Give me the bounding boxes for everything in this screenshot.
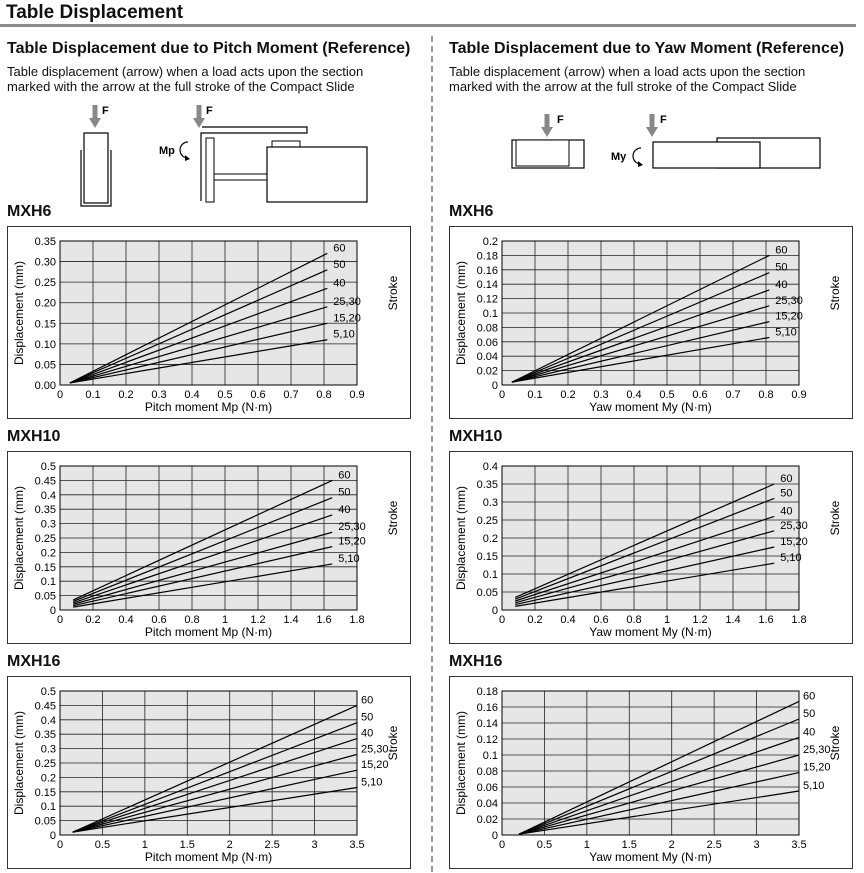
y-tick-label: 0.25 [34,533,56,545]
x-tick-label: 1 [663,614,671,626]
force-arrow-icon [193,105,205,128]
series-label: 5,10 [338,552,360,565]
x-tick-label: 0.7 [283,389,299,401]
legend-title: Stroke [828,500,842,536]
side-view-drawing [201,127,367,202]
series-label: 5,10 [333,328,355,341]
section-heading: Table Displacement due to Yaw Moment (Reference) [449,40,845,57]
x-tick-label: 0.2 [527,614,543,626]
y-tick-label: 0.15 [34,561,56,574]
y-tick-label: 0.25 [34,277,56,290]
legend-title: Stroke [386,500,400,536]
force-label: F [557,114,564,126]
x-tick-label: 2 [226,839,233,851]
x-tick-label: 0 [56,839,64,851]
x-axis-label: Pitch moment Mp (N·m) [144,400,273,414]
y-tick-label: 0.05 [476,587,498,599]
x-axis-label: Yaw moment My (N·m) [589,625,712,639]
y-axis-label: Displacement (mm) [454,260,468,366]
legend-title: Stroke [386,275,400,311]
pitch-chart-mxh16 [7,676,411,869]
x-tick-label: 1 [141,839,148,851]
y-tick-label: 0.4 [40,489,56,502]
series-label: 40 [338,503,351,516]
x-tick-label: 1.5 [179,839,195,851]
x-tick-label: 3.5 [349,839,365,851]
x-tick-label: 1.6 [758,614,774,626]
x-axis-label: Pitch moment Mp (N·m) [144,850,273,864]
series-label: 60 [803,690,816,703]
model-heading: MXH10 [7,428,61,445]
series-label: 50 [338,486,351,499]
y-tick-label: 0.20 [34,297,56,310]
y-tick-label: 0.05 [34,815,56,828]
legend-title: Stroke [386,725,400,761]
y-tick-label: 0.15 [476,551,498,563]
x-tick-label: 0.9 [791,389,807,401]
y-tick-label: 0.00 [34,380,56,392]
x-tick-label: 0.5 [217,389,233,401]
moment-arrow-icon [633,148,641,164]
pitch-chart-mxh6 [7,226,411,419]
series-label: 15,20 [803,761,831,774]
x-tick-label: 0 [498,614,506,626]
model-heading: MXH6 [449,203,494,220]
pitch-moment-diagram [7,102,427,212]
y-tick-label: 0.45 [34,700,56,713]
y-tick-label: 0.14 [476,279,498,292]
y-tick-label: 0 [49,830,56,842]
moment-arrowhead-icon [185,155,190,161]
x-tick-label: 0.1 [527,389,543,401]
x-tick-label: 0.8 [316,389,332,401]
y-tick-label: 0.14 [476,718,498,730]
description-line: Table displacement (arrow) when a load acts upon the section [449,64,806,79]
x-tick-label: 0.3 [593,389,609,401]
series-label: 60 [361,694,374,707]
x-axis-label: Pitch moment Mp (N·m) [144,625,273,639]
y-tick-label: 0.1 [482,569,498,581]
series-label: 15,20 [775,310,803,323]
x-tick-label: 0.8 [758,389,774,401]
y-tick-label: 0.08 [476,322,498,335]
x-axis-label: Yaw moment My (N·m) [589,850,712,864]
x-tick-label: 3 [311,839,318,851]
pitch-chart-mxh10 [7,451,411,644]
x-tick-label: 0.5 [536,839,553,851]
description-line: Table displacement (arrow) when a load acts upon the section [7,64,364,79]
y-tick-label: 0.02 [476,365,498,378]
x-tick-label: 1.2 [692,614,708,626]
force-label: F [102,105,109,117]
x-tick-label: 0.8 [626,614,642,626]
extended-view-drawing [653,138,820,168]
series-label: 40 [803,726,816,739]
page-title: Table Displacement [6,2,184,23]
y-tick-label: 0.16 [476,264,498,277]
y-tick-label: 0.15 [34,786,56,799]
series-label: 60 [338,469,351,482]
y-tick-label: 0.30 [34,256,56,269]
y-tick-label: 0.16 [476,702,498,714]
series-label: 25,30 [775,294,803,307]
model-heading: MXH10 [449,428,503,445]
yaw-section [449,40,864,210]
x-tick-label: 0.2 [118,389,134,401]
y-tick-label: 0.35 [34,236,56,248]
series-label: 15,20 [780,536,808,548]
y-axis-label: Displacement (mm) [454,710,468,816]
series-label: 15,20 [361,759,389,772]
force-arrow-icon [541,114,553,137]
x-tick-label: 0.7 [725,389,741,401]
series-label: 25,30 [333,295,361,308]
y-tick-label: 0.35 [34,729,56,742]
force-label: F [206,105,213,117]
y-tick-label: 0.35 [476,479,498,491]
x-tick-label: 3 [753,839,760,851]
y-tick-label: 0.02 [476,814,498,826]
column-divider [431,36,433,872]
section-description [7,64,427,94]
x-tick-label: 1 [221,614,229,626]
x-tick-label: 0 [498,389,506,401]
yaw-chart-mxh16 [449,676,853,869]
x-tick-label: 0.4 [184,389,200,401]
series-label: 15,20 [338,535,366,548]
x-tick-label: 0.6 [593,614,609,626]
x-tick-label: 1.6 [316,614,332,626]
series-label: 5,10 [775,326,797,339]
x-tick-label: 1.5 [621,839,637,851]
y-tick-label: 0.5 [40,461,56,473]
x-tick-label: 0.4 [560,614,576,626]
y-tick-label: 0.18 [476,686,498,698]
x-tick-label: 0 [56,614,64,626]
x-tick-label: 0.4 [118,614,134,626]
y-tick-label: 0.45 [34,475,56,488]
series-label: 5,10 [803,780,825,792]
pitch-section [7,40,427,210]
moment-label: Mp [159,145,175,157]
end-view-drawing [81,133,111,206]
series-label: 60 [780,473,793,485]
y-tick-label: 0 [49,605,56,617]
x-tick-label: 0.8 [184,614,200,626]
series-label: 15,20 [333,312,361,325]
model-heading: MXH16 [449,653,503,670]
y-tick-label: 0.1 [482,750,498,762]
y-tick-label: 0.18 [476,250,498,263]
x-axis-label: Yaw moment My (N·m) [589,400,712,414]
series-label: 40 [780,505,793,518]
series-label: 60 [775,244,788,257]
description-line: marked with the arrow at the full stroke of the Compact Slide [7,79,355,94]
description-line: marked with the arrow at the full stroke of the Compact Slide [449,79,797,94]
y-axis-label: Displacement (mm) [12,260,26,366]
y-tick-label: 0.35 [34,504,56,517]
x-tick-label: 1.4 [283,614,299,626]
y-tick-label: 0.06 [476,336,498,349]
y-axis-label: Displacement (mm) [454,485,468,591]
y-axis-label: Displacement (mm) [12,710,26,816]
model-heading: MXH6 [7,203,52,220]
series-label: 25,30 [338,521,366,534]
y-tick-label: 0.1 [40,801,56,814]
series-label: 50 [361,711,374,724]
y-tick-label: 0.10 [34,338,56,351]
x-tick-label: 0.3 [151,389,167,401]
section-heading: Table Displacement due to Pitch Moment (Reference) [7,40,411,57]
x-tick-label: 0.2 [560,389,576,401]
x-tick-label: 0.5 [659,389,675,401]
x-tick-label: 0.9 [349,389,365,401]
x-tick-label: 1.8 [791,614,807,626]
y-tick-label: 0.3 [482,497,498,509]
top-view-drawing [512,140,584,168]
x-tick-label: 0 [56,389,64,401]
y-tick-label: 0.12 [476,734,498,746]
series-label: 50 [333,258,346,271]
y-tick-label: 0.2 [40,547,56,560]
y-tick-label: 0.1 [40,576,56,589]
y-tick-label: 0 [491,830,498,842]
legend-title: Stroke [828,725,842,761]
y-tick-label: 0.05 [34,359,56,372]
y-tick-label: 0.25 [476,515,498,527]
x-tick-label: 0.5 [94,839,111,851]
y-tick-label: 0.05 [34,590,56,603]
series-label: 60 [333,242,346,255]
x-tick-label: 0 [498,839,506,851]
x-tick-label: 1.8 [349,614,365,626]
model-heading: MXH16 [7,653,61,670]
yaw-chart-mxh10 [449,451,853,644]
moment-arrow-icon [180,142,188,158]
x-tick-label: 0.1 [85,389,101,401]
y-tick-label: 0 [491,605,498,617]
x-tick-label: 2.5 [264,839,280,851]
y-tick-label: 0.5 [40,686,56,698]
series-label: 40 [361,727,374,740]
moment-arrowhead-icon [638,161,643,167]
y-tick-label: 0.08 [476,766,498,778]
x-tick-label: 0.6 [692,389,708,401]
legend-title: Stroke [828,275,842,311]
force-arrow-icon [646,114,658,137]
x-tick-label: 0.2 [85,614,101,626]
series-label: 25,30 [803,744,831,756]
y-tick-label: 0.2 [40,772,56,785]
series-label: 25,30 [361,743,389,756]
series-label: 50 [780,487,793,500]
x-tick-label: 2 [668,839,675,851]
series-label: 50 [775,261,788,274]
y-tick-label: 0.12 [476,293,498,306]
y-tick-label: 0.15 [34,318,56,331]
x-tick-label: 0.4 [626,389,642,401]
y-tick-label: 0.3 [40,743,56,756]
x-tick-label: 3.5 [791,839,807,851]
y-axis-label: Displacement (mm) [12,485,26,591]
series-label: 40 [333,277,346,290]
yaw-chart-mxh6 [449,226,853,419]
y-tick-label: 0.4 [40,714,56,727]
title-rule [0,24,856,27]
x-tick-label: 1.2 [250,614,266,626]
series-label: 40 [775,278,788,291]
y-tick-label: 0.25 [34,758,56,770]
section-description [449,64,864,94]
x-tick-label: 1.4 [725,614,741,626]
series-label: 5,10 [780,552,802,565]
y-tick-label: 0.06 [476,782,498,794]
y-tick-label: 0.3 [40,518,56,531]
y-tick-label: 0.4 [482,461,498,473]
x-tick-label: 1 [583,839,590,851]
x-tick-label: 2.5 [706,839,722,851]
series-label: 50 [803,708,816,720]
x-tick-label: 0.6 [151,614,167,626]
series-label: 25,30 [780,519,808,532]
force-label: F [660,114,667,126]
y-tick-label: 0.2 [482,533,498,545]
x-tick-label: 0.6 [250,389,266,401]
y-tick-label: 0.04 [476,798,498,810]
yaw-moment-diagram [449,102,864,212]
y-tick-label: 0.04 [476,351,498,364]
force-arrow-icon [89,105,101,128]
series-label: 5,10 [361,776,383,789]
y-tick-label: 0.1 [482,308,498,320]
moment-label: My [611,151,627,163]
y-tick-label: 0.2 [482,236,498,248]
y-tick-label: 0 [491,380,498,392]
